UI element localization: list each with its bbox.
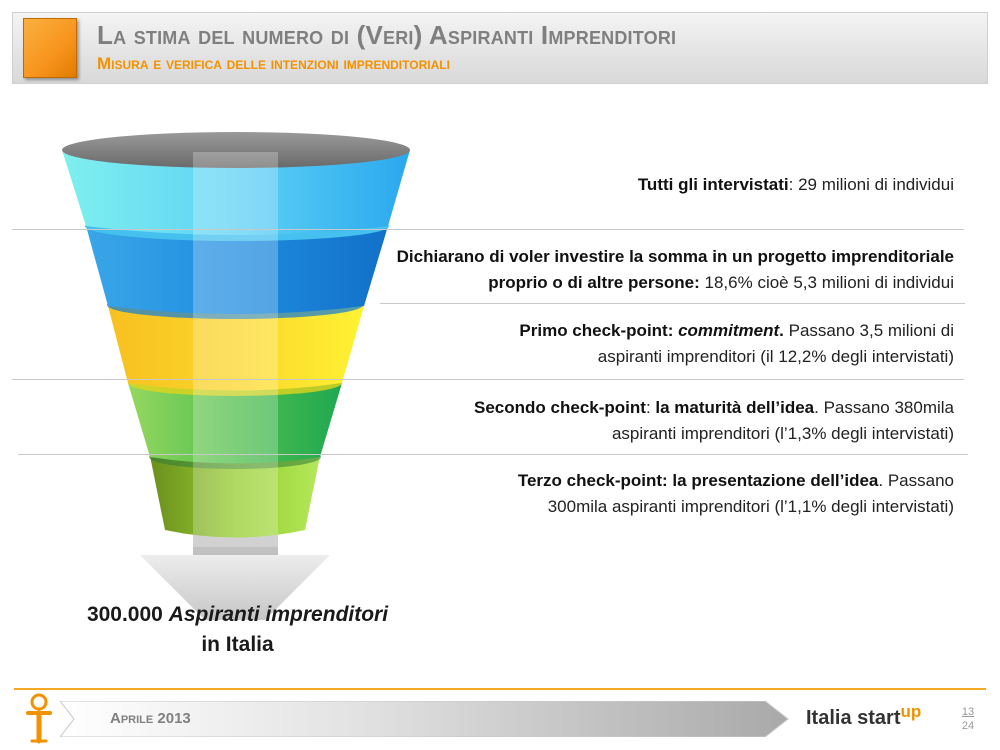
separator-4 bbox=[18, 454, 968, 455]
page-title: La stima del numero di (Veri) Aspiranti Imprenditori bbox=[97, 20, 677, 50]
page-number bbox=[955, 705, 981, 733]
separator-3 bbox=[12, 379, 964, 380]
stage-5-text: Terzo check-point: la presentazione dell’idea. Passano 300mila aspiranti imprenditori (l’1,1% degli intervistati) bbox=[517, 471, 954, 516]
funnel-diagram bbox=[0, 90, 430, 620]
result-number: 300.000 bbox=[86, 603, 163, 626]
brand-logo: Italia start$^{up}$ bbox=[806, 702, 922, 729]
page-total: 24 bbox=[961, 720, 975, 732]
page-current: 13 bbox=[961, 706, 975, 718]
stage-3-text: Primo check-point: commitment. Passano 3,5 milioni di aspiranti imprenditori (il 12,2% degli intervistati) bbox=[519, 321, 954, 366]
footer-divider bbox=[14, 688, 986, 690]
separator-2 bbox=[380, 303, 965, 304]
funnel-result bbox=[60, 600, 415, 660]
footer-date: Aprile 2013 bbox=[110, 710, 191, 727]
result-location: in Italia bbox=[201, 633, 274, 656]
result-label: Aspiranti imprenditori bbox=[168, 603, 389, 626]
separator-1 bbox=[12, 229, 964, 230]
stage-1-text: Tutti gli intervistati: 29 milioni di individui bbox=[637, 175, 954, 194]
page-subtitle: Misura e verifica delle intenzioni imprenditoriali bbox=[97, 54, 450, 73]
stage-2-text: Dichiarano di voler investire la somma in un progetto imprenditoriale proprio o di altre persone: 18,6% cioè 5,3 milioni di individui bbox=[396, 247, 954, 292]
header-orange-square bbox=[23, 18, 77, 78]
stage-4-text: Secondo check-point: la maturità dell’idea. Passano 380mila aspiranti imprenditori (l’1,3% degli intervistati) bbox=[474, 398, 954, 443]
